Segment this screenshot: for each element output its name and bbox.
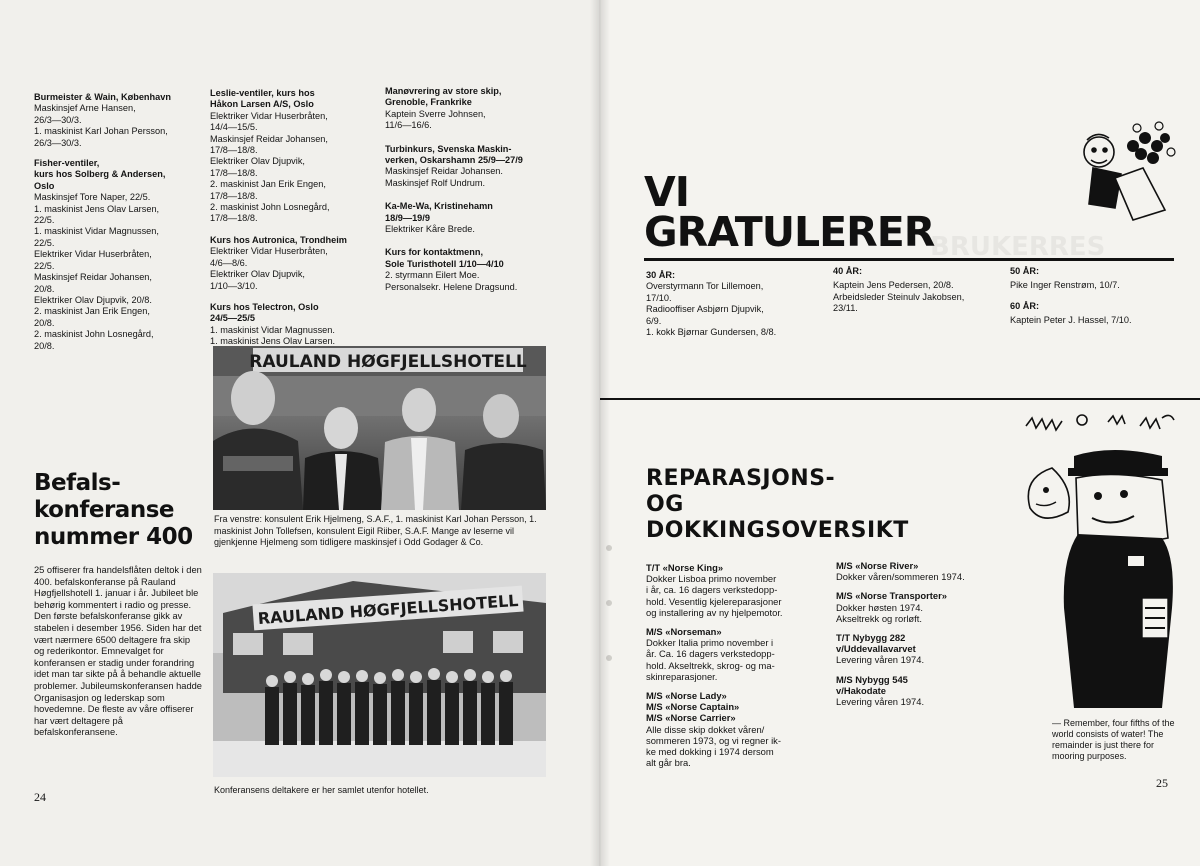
- anniversary-label: 60 ÅR:: [1010, 300, 1040, 311]
- anniversary-names: Overstyrmann Tor Lillemoen, 17/10. Radiooffiser Asbjørn Djupvik, 6/9. 1. kokk Bjørnar Gundersen, 8/8.: [646, 281, 777, 338]
- headline-line: DOKKINGSOVERSIKT: [646, 518, 909, 543]
- photo2-caption: Konferansens deltakere er her samlet utenfor hotellet.: [214, 785, 429, 795]
- course-entry: [34, 92, 202, 149]
- anniversary-names: Kaptein Jens Pedersen, 20/8. Arbeidsleder Steinulv Jakobsen, 23/11.: [833, 280, 965, 314]
- docking-item: [646, 690, 826, 768]
- course-participants: Elektriker Vidar Huserbråten, 14/4—15/5. Maskinsjef Reidar Johansen, 17/8—18/8. Elektriker Olav Djupvik, 17/8—18/8. 2. maskinist Jan Erik Engen, 17/8—18/8. 2. maskinist John Losnegård, 17/8—18/8.: [210, 110, 330, 224]
- page-number-left: 24: [34, 790, 46, 804]
- course-entry: [210, 235, 382, 292]
- headline-line: nummer 400: [34, 524, 193, 550]
- course-column-2: [210, 88, 382, 357]
- headline-line: konferanse: [34, 497, 174, 523]
- ship-name: M/S «Norse Transporter»: [836, 590, 947, 602]
- docking-text: Levering våren 1974.: [836, 696, 925, 708]
- ship-name: M/S «Norseman»: [646, 626, 722, 638]
- ship-name: M/S «Norse Carrier»: [646, 712, 736, 724]
- course-column-1: [34, 92, 202, 361]
- docking-text: Dokker Lisboa primo november i år, ca. 16 dagers verkstedopp- hold. Vesentlig kjelereparasjoner og installering av ny hjelpemotor.: [646, 573, 783, 618]
- ship-name: T/T «Norse King»: [646, 562, 724, 573]
- right-page: [600, 0, 1200, 866]
- anniversary-40: [833, 266, 1008, 315]
- anniversary-names: Pike Inger Renstrøm, 10/7.: [1010, 280, 1120, 291]
- ship-name: M/S Nybygg 545: [836, 673, 908, 685]
- course-entry: [385, 86, 555, 132]
- docking-item: [836, 632, 1006, 666]
- course-entry: [34, 158, 202, 352]
- binding-hole: [606, 545, 612, 551]
- binding-hole: [606, 600, 612, 606]
- course-heading: Turbinkurs, Svenska Maskin- verken, Oskarshamn 25/9—27/9: [385, 143, 523, 166]
- course-participants: Maskinsjef Reidar Johansen. Maskinsjef Rolf Undrum.: [385, 166, 503, 188]
- ship-name: M/S «Norse River»: [836, 560, 919, 571]
- docking-text: Dokker høsten 1974. Akseltrekk og rorløft.: [836, 601, 924, 624]
- course-participants: 1. maskinist Vidar Magnussen. 1. maskinist Jens Olav Larsen.: [210, 324, 336, 347]
- course-heading: Manøvrering av store skip, Grenoble, Frankrike: [385, 86, 502, 108]
- section-divider: [600, 398, 1200, 400]
- course-heading: Burmeister & Wain, København: [34, 92, 171, 102]
- docking-item: [836, 674, 1006, 708]
- ship-name: M/S «Norse Captain»: [646, 701, 740, 713]
- congrats-headline: [644, 168, 935, 256]
- course-entry: [210, 302, 382, 348]
- article-headline: [34, 470, 193, 551]
- ship-name: T/T Nybygg 282: [836, 632, 906, 644]
- course-entry: [385, 247, 555, 293]
- anniversary-names: Kaptein Peter J. Hassel, 7/10.: [1010, 315, 1132, 326]
- anniversary-30: [646, 270, 824, 338]
- ship-name: v/Hakodate: [836, 684, 887, 696]
- anniversary-label: 50 ÅR:: [1010, 266, 1040, 276]
- docking-item: [646, 562, 826, 618]
- course-column-3: [385, 86, 555, 302]
- section-rule: [644, 258, 1174, 261]
- bleed-through-ghost: BRUKERRES: [930, 232, 1106, 262]
- docking-item: [836, 590, 1006, 624]
- course-entry: [385, 144, 555, 190]
- docking-headline: [646, 466, 909, 544]
- anniversary-50-60: [1010, 266, 1185, 327]
- docking-column-1: [646, 562, 826, 776]
- docking-item: [646, 626, 826, 682]
- docking-item: [836, 560, 1006, 582]
- course-entry: [210, 88, 382, 225]
- flowers-cartoon: [1075, 118, 1185, 238]
- headline-line: Befals-: [34, 470, 121, 496]
- group-photo-participants: [213, 573, 546, 777]
- course-participants: Maskinsjef Tore Naper, 22/5. 1. maskinist Jens Olav Larsen, 22/5. 1. maskinist Vidar Magnussen, 22/5. Elektriker Vidar Huserbråten, 22/5. Maskinsjef Reidar Johansen, 20/8. Elektriker Olav Djupvik, 20/8. 2. maskinist Jan Erik Engen, 20/8. 2. maskinist John Losnegård, 20/8.: [34, 192, 160, 351]
- ship-name: M/S «Norse Lady»: [646, 690, 727, 702]
- course-heading: Ka-Me-Wa, Kristinehamn 18/9—19/9: [385, 201, 493, 223]
- course-entry: [385, 201, 555, 235]
- group-photo-four-men: [213, 346, 546, 510]
- anniversary-label: 40 ÅR:: [833, 266, 863, 276]
- article-body: 25 offiserer fra handelsflåten deltok i den 400. befalskonferanse på Rauland Høgfjellshotell 1. januar i år. Jubileet ble behørig kommentert i radio og presse. Den første befalskonferanse gikk av stabelen i desember 1956. Siden har det vært nærmere 6500 deltagere fra skip og rederikontor. Emnevalget for konferansen er stadig under forandring idet man tar sikte på å behandle aktuelle problemer. Jubileumskonferansen hadde Organisasjon og lederskap som hovedemne. De fleste av våre offiserer har vært deltagere på befalskonferansene.: [34, 565, 202, 738]
- docking-text: Dokker våren/sommeren 1974.: [836, 571, 965, 583]
- docking-column-2: [836, 560, 1006, 715]
- hotel-sign-text: RAULAND HØGFJELLSHOTELL: [257, 590, 520, 629]
- headline-line: VI: [644, 168, 689, 216]
- course-heading: Kurs hos Autronica, Trondheim: [210, 234, 347, 245]
- course-heading: Kurs for kontaktmenn, Sole Turisthotell 1/10—4/10: [385, 247, 504, 269]
- course-participants: 2. styrmann Eilert Moe. Personalsekr. Helene Dragsund.: [385, 270, 518, 292]
- docking-text: Alle disse skip dokket våren/ sommeren 1973, og vi regner ik- ke med dokking i 1974 dersom alt går bra.: [646, 723, 781, 769]
- docking-text: Levering våren 1974.: [836, 654, 925, 666]
- headline-line: OG: [646, 492, 684, 517]
- headline-line: REPARASJONS-: [646, 466, 836, 491]
- cartoon-caption: — Remember, four fifths of the world consists of water! The remainder is just there for mooring purposes.: [1052, 718, 1175, 761]
- course-participants: Maskinsjef Arne Hansen, 26/3—30/3. 1. maskinist Karl Johan Persson, 26/3—30/3.: [34, 103, 168, 148]
- course-participants: Kaptein Sverre Johnsen, 11/6—16/6.: [385, 108, 486, 131]
- photo1-caption: Fra venstre: konsulent Erik Hjelmeng, S.A.F., 1. maskinist Karl Johan Persson, 1. maskinist John Tollefsen, konsulent Eigil Riiber, S.A.F. Mange av leserne vil gjenkjenne Hjelmeng som tidligere maskinsjef i Odd Godager & Co.: [214, 514, 537, 547]
- headline-line: GRATULERER: [644, 208, 935, 256]
- hotel-sign-text: RAULAND HØGFJELLSHOTELL: [249, 352, 527, 372]
- captain-cartoon: [1012, 408, 1194, 708]
- binding-hole: [606, 655, 612, 661]
- course-heading: Fisher-ventiler, kurs hos Solberg & Andersen, Oslo: [34, 158, 166, 191]
- ship-name: v/Uddevallavarvet: [836, 643, 916, 655]
- course-heading: Kurs hos Telectron, Oslo 24/5—25/5: [210, 301, 319, 324]
- course-participants: Elektriker Kåre Brede.: [385, 224, 475, 235]
- docking-text: Dokker Italia primo november i år. Ca. 16 dagers verkstedopp- hold. Akseltrekk, skrog- og ma- skinreparasjoner.: [646, 637, 775, 682]
- page-number-right: 25: [1156, 776, 1168, 790]
- course-heading: Leslie-ventiler, kurs hos Håkon Larsen A/S, Oslo: [210, 88, 315, 110]
- course-participants: Elektriker Vidar Huserbråten, 4/6—8/6. Elektriker Olav Djupvik, 1/10—3/10.: [210, 246, 328, 291]
- anniversary-label: 30 ÅR:: [646, 270, 676, 280]
